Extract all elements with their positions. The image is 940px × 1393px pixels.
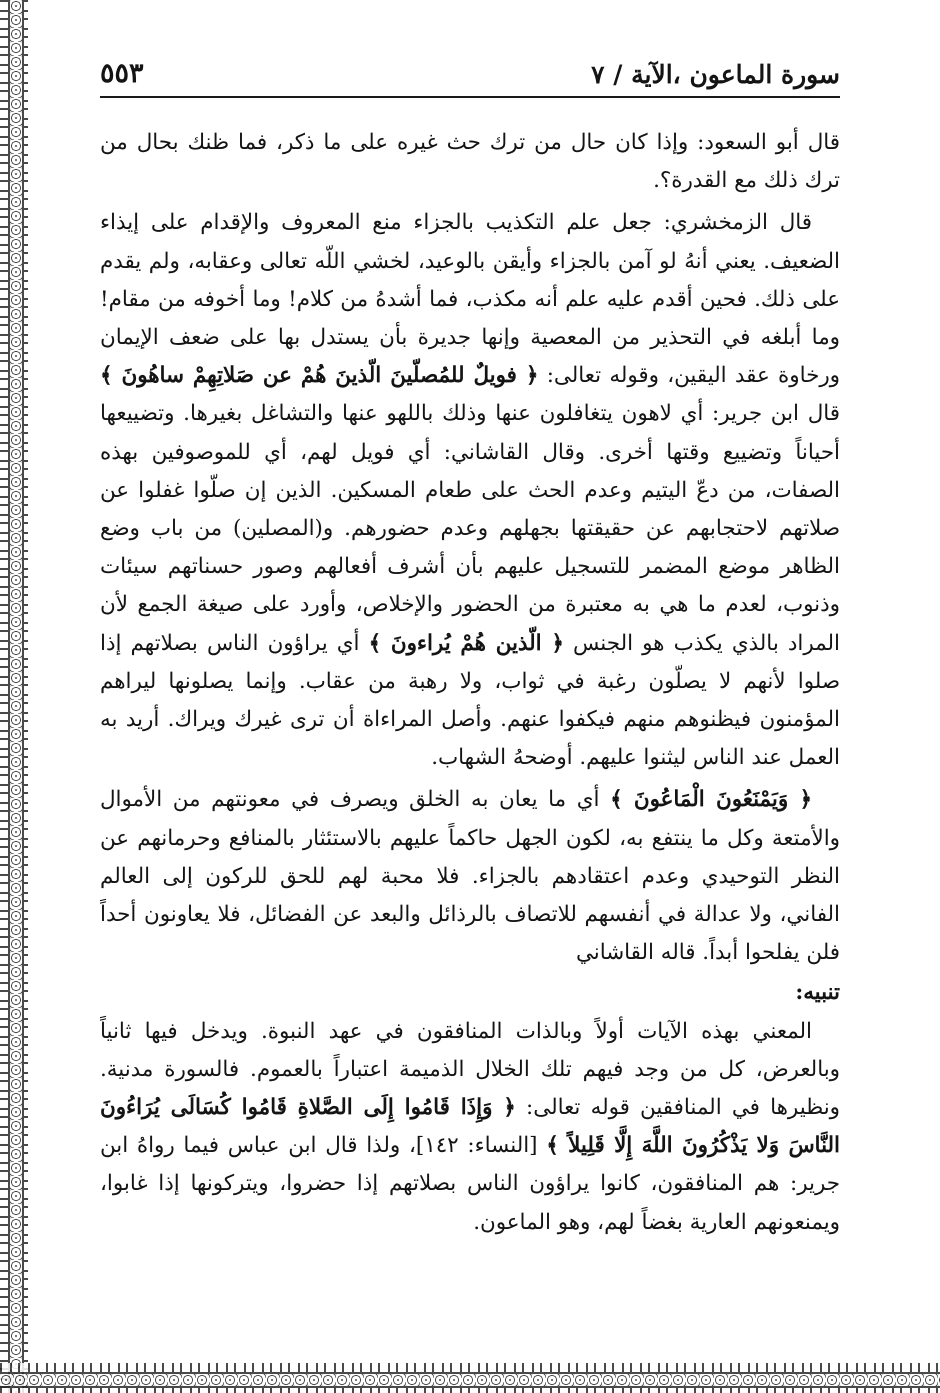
quran-verse: ﴿ وَإِذَا قَامُوا إِلَى الصَّلاةِ قَامُوا كُسَالَى يُرَاءُونَ النَّاسَ وَلا يَذْكُرُونَ اللَّهَ إِلَّا قَلِيلاً ﴾	[100, 1095, 840, 1159]
page-border-bottom	[0, 1363, 940, 1393]
page-number: ٥٥٣	[100, 58, 144, 89]
running-title: سورة الماعون ،الآية / ٧	[591, 60, 840, 89]
paragraph-maun	[100, 781, 840, 972]
paragraph-note	[100, 1013, 840, 1242]
quran-verse: ﴿ فويلٌ للمُصلّينَ الّذينَ هُمْ عن صَلاتِهِمْ ساهُونَ ﴾	[100, 363, 539, 389]
paragraph-abu-saud: قال أبو السعود: وإذا كان حال من ترك حث غيره على ما ذكر، فما ظنك بحال من ترك ذلك مع القدرة؟.	[100, 130, 840, 194]
text-segment: قال الزمخشري: جعل علم التكذيب بالجزاء منع المعروف والإقدام على إيذاء الضعيف. يعني أنهُ لو آمن بالجزاء وأيقن بالوعيد، لخشي اللّه تعالى وعقابه، ولم يقدم على ذلك. فحين أقدم عليه علم أنه مكذب، فما أشدهُ من كلام! وما أخوفه من مقام! وما أبلغه في التحذير من المعصية وإنها جديرة بأن يستدل بها على ضعف الإيمان ورخاوة عقد اليقين، وقوله تعالى:	[100, 210, 840, 389]
text-segment: قال ابن جرير: أي لاهون يتغافلون عنها وذلك باللهو عنها والتشاغل بغيرها. وتضييعها أحياناً وتضييع وقتها أخرى. وقال القاشاني: أي فويل لهم، أي للموصوفين بهذه الصفات، من دعّ اليتيم وعدم الحث على طعام المسكين. الذين إن صلّوا غفلوا عن صلاتهم لاحتجابهم عن حقيقتها بجهلهم وعدم حضورهم. و(المصلين) من باب وضع الظاهر موضع المضمر للتسجيل عليهم بأن أشرف أفعالهم وصور حسناتهم سيئات وذنوب، لعدم ما هي به معتبرة من الحضور والإخلاص، وأورد على صيغة الجمع لأن المراد بالذي يكذب هو الجنس	[100, 401, 840, 656]
page-border-left	[0, 0, 28, 1393]
note-heading: تنبيه:	[795, 980, 840, 1006]
quran-verse: ﴿ وَيَمْنَعُونَ الْمَاعُونَ ﴾	[610, 787, 812, 813]
text-segment: المعني بهذه الآيات أولاً وبالذات المنافقون في عهد النبوة. ويدخل فيها ثانياً وبالعرض، كل من وجد فيهم تلك الخلال الذميمة اعتباراً بالعموم. فالسورة مدنية. ونظيرها في المنافقين قوله تعالى:	[100, 1018, 840, 1121]
text-segment: [النساء: ١٤٢]، ولذا قال ابن عباس فيما رواهُ ابن جرير: هم المنافقون، كانوا يراؤون الناس بصلاتهم إذا حضروا، ويتركونها إذا غابوا، ويمنعونهم العارية بغضاً لهم، وهو الماعون.	[100, 1133, 840, 1235]
quran-verse: ﴿ الّذين هُمْ يُراءونَ ﴾	[368, 630, 564, 656]
text-segment: أي يراؤون الناس بصلاتهم إذا صلوا لأنهم لا يصلّون رغبة في ثواب، ولا رهبة من عقاب. وإنما يصلونها ليراهم المؤمنون فيظنوهم منهم فيكفوا عنهم. وأصل المراءاة أن ترى غيرك ويراك. أريد به العمل عند الناس ليثنوا عليهم. أوضحهُ الشهاب.	[100, 630, 840, 771]
text-segment: أي ما يعان به الخلق ويصرف في معونتهم من الأموال والأمتعة وكل ما ينتفع به، لكون الجهل حاكماً عليهم بالاستئثار بالمنافع وحرمانهم عن النظر التوحيدي وعدم اعتقادهم بالجزاء. فلا محبة لهم للحق للركون إلى العالم الفاني، ولا عدالة في أنفسهم للاتصاف بالرذائل والبعد عن الفضائل، فلا يعاونون أحداً فلن يفلحوا أبداً. قاله القاشاني	[100, 787, 840, 966]
paragraph-zamakhshari	[100, 204, 840, 777]
page-body	[100, 124, 840, 1242]
page-header	[100, 56, 840, 98]
